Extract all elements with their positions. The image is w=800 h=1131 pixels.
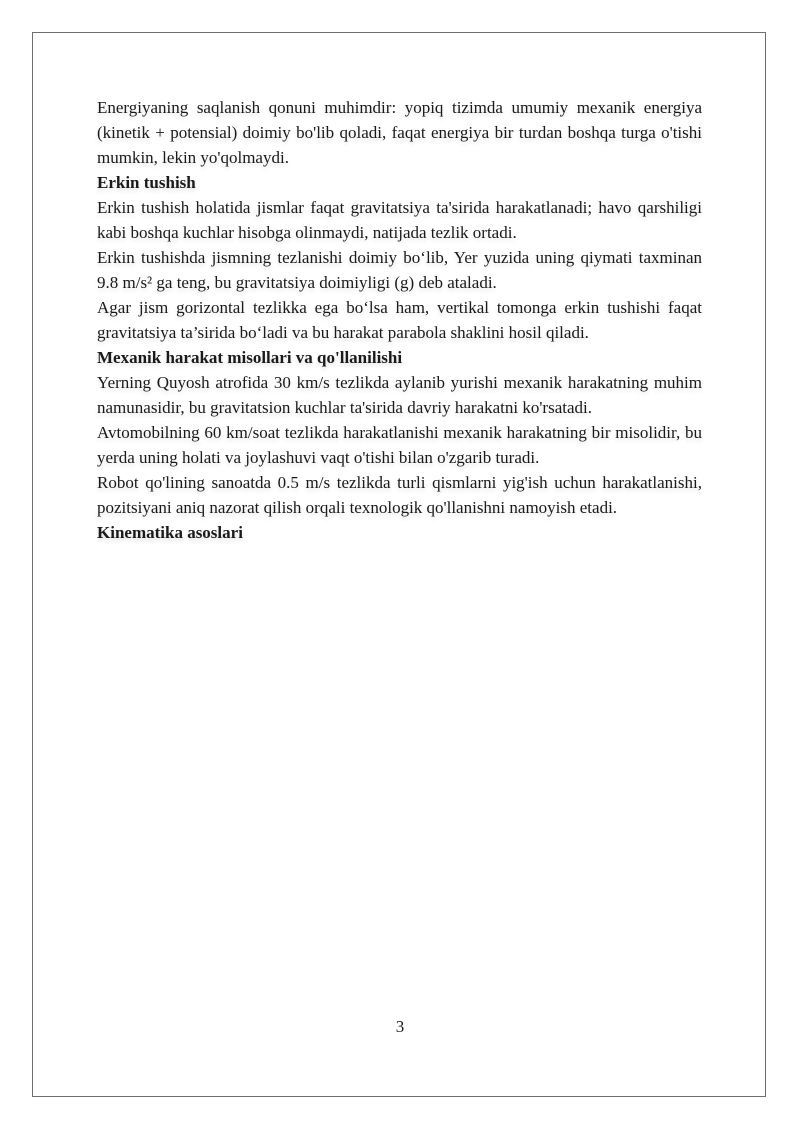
paragraph-free-fall-definition: Erkin tushish holatida jismlar faqat gravitatsiya ta'sirida harakatlanadi; havo qarshiligi kabi boshqa kuchlar hisobga olinmaydi, natijada tezlik ortadi. bbox=[97, 198, 702, 242]
paragraph-free-fall-acceleration: Erkin tushishda jismning tezlanishi doimiy bo‘lib, Yer yuzida uning qiymati taxminan 9.8 m/s² ga teng, bu gravitatsiya doimiyligi (g) deb ataladi. bbox=[97, 248, 702, 292]
heading-kinematics-basics: Kinematika asoslari bbox=[97, 523, 243, 542]
heading-free-fall: Erkin tushish bbox=[97, 173, 196, 192]
page-number: 3 bbox=[395, 1017, 405, 1036]
paragraph-energy-conservation: Energiyaning saqlanish qonuni muhimdir: yopiq tizimda umumiy mexanik energiya (kinetik + potensial) doimiy bo'lib qoladi, faqat energiya bir turdan boshqa turga o'tishi mumkin, lekin yo'qolmaydi. bbox=[97, 98, 702, 167]
paragraph-robot-arm: Robot qo'lining sanoatda 0.5 m/s tezlikda turli qismlarni yig'ish uchun harakatlanishi, pozitsiyani aniq nazorat qilish orqali texnologik qo'llanishni namoyish etadi. bbox=[97, 473, 702, 517]
heading-mechanical-motion-examples: Mexanik harakat misollari va qo'llanilishi bbox=[97, 348, 403, 367]
paragraph-free-fall-horizontal: Agar jism gorizontal tezlikka ega bo‘lsa ham, vertikal tomonga erkin tushishi faqat gravitatsiya ta’sirida bo‘ladi va bu harakat parabola shaklini hosil qiladi. bbox=[97, 298, 702, 342]
page-content bbox=[97, 95, 702, 545]
paragraph-car-motion: Avtomobilning 60 km/soat tezlikda harakatlanishi mexanik harakatning bir misolidir, bu yerda uning holati va joylashuvi vaqt o'tishi bilan o'zgarib turadi. bbox=[97, 423, 702, 467]
paragraph-earth-orbit: Yerning Quyosh atrofida 30 km/s tezlikda aylanib yurishi mexanik harakatning muhim namunasidir, bu gravitatsion kuchlar ta'sirida davriy harakatni ko'rsatadi. bbox=[97, 373, 702, 417]
